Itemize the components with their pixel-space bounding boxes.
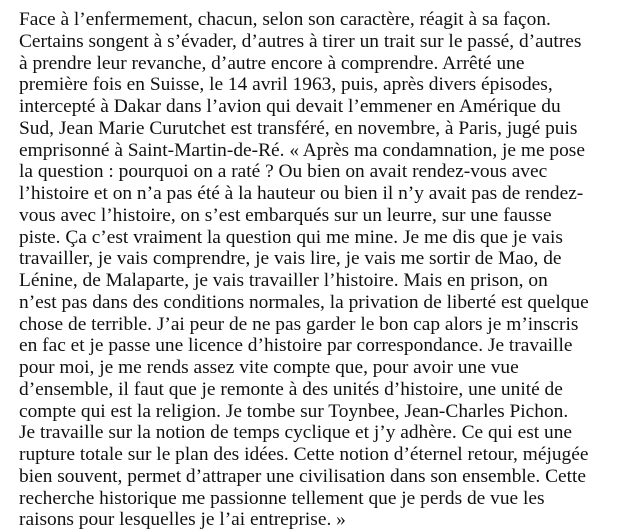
text-line: Face à l’enfermement, chacun, selon son caractère, réagit à sa façon.: [19, 9, 551, 30]
text-line: compte qui est la religion. Je tombe sur Toynbee, Jean-Charles Pichon.: [19, 400, 569, 422]
text-line: la question : pourquoi on a raté ? Ou bien on avait rendez-vous avec: [19, 161, 548, 183]
text-line: n’est pas dans des conditions normales, la privation de liberté est quelque: [19, 291, 589, 313]
text-line: d’ensemble, il faut que je remonte à des unités d’histoire, une unité de: [19, 378, 563, 400]
text-line: à prendre leur revanche, d’autre encore à comprendre. Arrêté une: [19, 52, 525, 74]
text-line: intercepté à Dakar dans l’avion qui devait l’emmener en Amérique du: [19, 96, 561, 117]
text-line: en fac et je passe une licence d’histoire par correspondance. Je travaille: [19, 335, 573, 357]
text-line: première fois en Suisse, le 14 avril 1963, puis, après divers épisodes,: [19, 74, 553, 96]
text-line: raisons pour lesquelles je l’ai entreprise. »: [19, 509, 346, 531]
text-line: Certains songent à s’évader, d’autres à tirer un trait sur le passé, d’autres: [19, 30, 582, 52]
text-line: Lénine, de Malaparte, je vais travailler l’histoire. Mais en prison, on: [19, 270, 548, 291]
text-line: pour moi, je me rends assez vite compte que, pour avoir une vue: [19, 357, 519, 378]
text-line: rupture totale sur le plan des idées. Cette notion d’éternel retour, méjugée: [19, 444, 589, 465]
text-line: travailler, je vais comprendre, je vais lire, je vais me sortir de Mao, de: [19, 248, 562, 270]
text-line: emprisonné à Saint-Martin-de-Ré. « Après ma condamnation, je me pose: [19, 139, 585, 161]
text-line: Sud, Jean Marie Curutchet est transféré, en novembre, à Paris, jugé puis: [19, 117, 578, 139]
body-paragraph: [19, 9, 631, 531]
text-line: vous avec l’histoire, on s’est embarqués sur un leurre, sur une fausse: [19, 204, 552, 226]
text-line: bien souvent, permet d’attraper une civilisation dans son ensemble. Cette: [19, 465, 587, 487]
text-line: recherche historique me passionne tellement que je perds de vue les: [19, 487, 545, 509]
text-line: l’histoire et on n’a pas été à la hauteur ou bien il n’y avait pas de rendez-: [19, 183, 584, 204]
text-line: Je travaille sur la notion de temps cyclique et j’y adhère. Ce qui est une: [19, 422, 572, 444]
text-line: chose de terrible. J’ai peur de ne pas garder le bon cap alors je m’inscris: [19, 313, 579, 335]
text-line: piste. Ça c’est vraiment la question qui me mine. Je me dis que je vais: [19, 226, 563, 248]
